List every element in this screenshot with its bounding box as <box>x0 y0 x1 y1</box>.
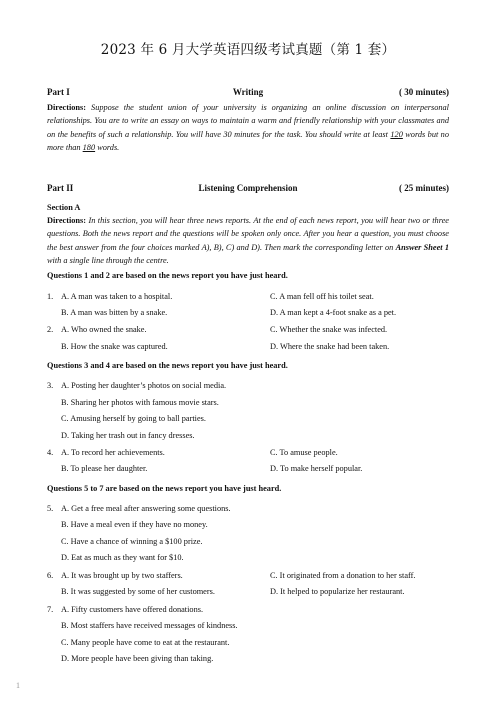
option-c: C. Have a chance of winning a $100 prize. <box>61 537 203 546</box>
option-c: C. A man fell off his toilet seat. <box>270 292 374 301</box>
directions-text: Suppose the student union of your university is organizing an online discussion on interpersonal relationships. You are to write an essay on ways to maintain a warm and friendly relationship with your classmates and on the benefits of such a relationship. You will have 30 minutes for the task. You should write at least <box>47 103 449 139</box>
question-number: 2. <box>47 325 54 334</box>
option-d: D. Taking her trash out in fancy dresses. <box>61 431 195 440</box>
min-words: 120 <box>390 129 403 139</box>
question-group-heading: Questions 1 and 2 are based on the news report you have just heard. <box>47 271 288 280</box>
part2-label: Part II <box>47 183 74 193</box>
question-group-heading: Questions 3 and 4 are based on the news report you have just heard. <box>47 361 288 370</box>
option-b: B. To please her daughter. <box>61 464 148 473</box>
option-a: A. A man was taken to a hospital. <box>61 292 173 301</box>
option-d: D. To make herself popular. <box>270 464 363 473</box>
option-d: D. Eat as much as they want for $10. <box>61 553 184 562</box>
option-d: D. A man kept a 4-foot snake as a pet. <box>270 308 397 317</box>
option-b: B. Most staffers have received messages of kindness. <box>61 621 238 630</box>
question-number: 3. <box>47 381 54 390</box>
directions-label: Directions: <box>47 103 87 112</box>
option-d: D. Where the snake had been taken. <box>270 342 390 351</box>
question-number: 5. <box>47 504 54 513</box>
option-b: B. A man was bitten by a snake. <box>61 308 168 317</box>
option-b: B. How the snake was captured. <box>61 342 168 351</box>
option-a: A. To record her achievements. <box>61 448 165 457</box>
directions-text: In this section, you will hear three news reports. At the end of each news report, you will hear two or three questions. Both the news report and the questions will be spoken only once. After you hear a question, you must choose the best answer from the four choices marked A), B), C) and D). Then mark the corresponding letter on <box>47 216 449 252</box>
option-d: D. It helped to popularize her restaurant. <box>270 587 405 596</box>
part2-name: Listening Comprehension <box>198 183 298 193</box>
directions-text-2: words but no more than <box>47 129 449 153</box>
option-c: C. It originated from a donation to her staff. <box>270 571 416 580</box>
question-number: 4. <box>47 448 54 457</box>
option-b: B. Sharing her photos with famous movie stars. <box>61 398 219 407</box>
option-a: A. Get a free meal after answering some questions. <box>61 504 231 513</box>
page-number: 1 <box>16 681 20 690</box>
part1-label: Part I <box>47 87 70 97</box>
question-number: 6. <box>47 571 54 580</box>
option-b: B. Have a meal even if they have no money. <box>61 520 208 529</box>
directions-text-3: words. <box>97 143 120 153</box>
part2-directions <box>47 214 449 268</box>
directions-text-2: with a single line through the centre. <box>47 256 169 266</box>
part1-name: Writing <box>232 87 264 97</box>
option-b: B. It was suggested by some of her customers. <box>61 587 215 596</box>
option-a: A. Posting her daughter’s photos on social media. <box>61 381 227 390</box>
part1-directions <box>47 101 449 155</box>
max-words: 180 <box>82 143 96 153</box>
option-d: D. More people have been giving than taking. <box>61 654 214 663</box>
page-title: 2023 年 6 月大学英语四级考试真题（第 1 套） <box>100 42 396 58</box>
section-a-heading: Section A <box>47 203 81 212</box>
option-c: C. Whether the snake was infected. <box>270 325 388 334</box>
question-group-heading: Questions 5 to 7 are based on the news report you have just heard. <box>47 484 282 493</box>
option-a: A. It was brought up by two staffers. <box>61 571 183 580</box>
question-number: 7. <box>47 605 54 614</box>
part2-time: ( 25 minutes) <box>399 183 449 193</box>
option-c: C. To amuse people. <box>270 448 338 457</box>
option-a: A. Fifty customers have offered donations. <box>61 605 204 614</box>
part1-time: ( 30 minutes) <box>399 87 449 97</box>
question-number: 1. <box>47 292 54 301</box>
option-c: C. Amusing herself by going to ball parties. <box>61 414 206 423</box>
option-c: C. Many people have come to eat at the restaurant. <box>61 638 230 647</box>
answer-sheet-ref: Answer Sheet 1 <box>395 242 450 252</box>
option-a: A. Who owned the snake. <box>61 325 147 334</box>
directions-label: Directions: <box>47 216 87 225</box>
